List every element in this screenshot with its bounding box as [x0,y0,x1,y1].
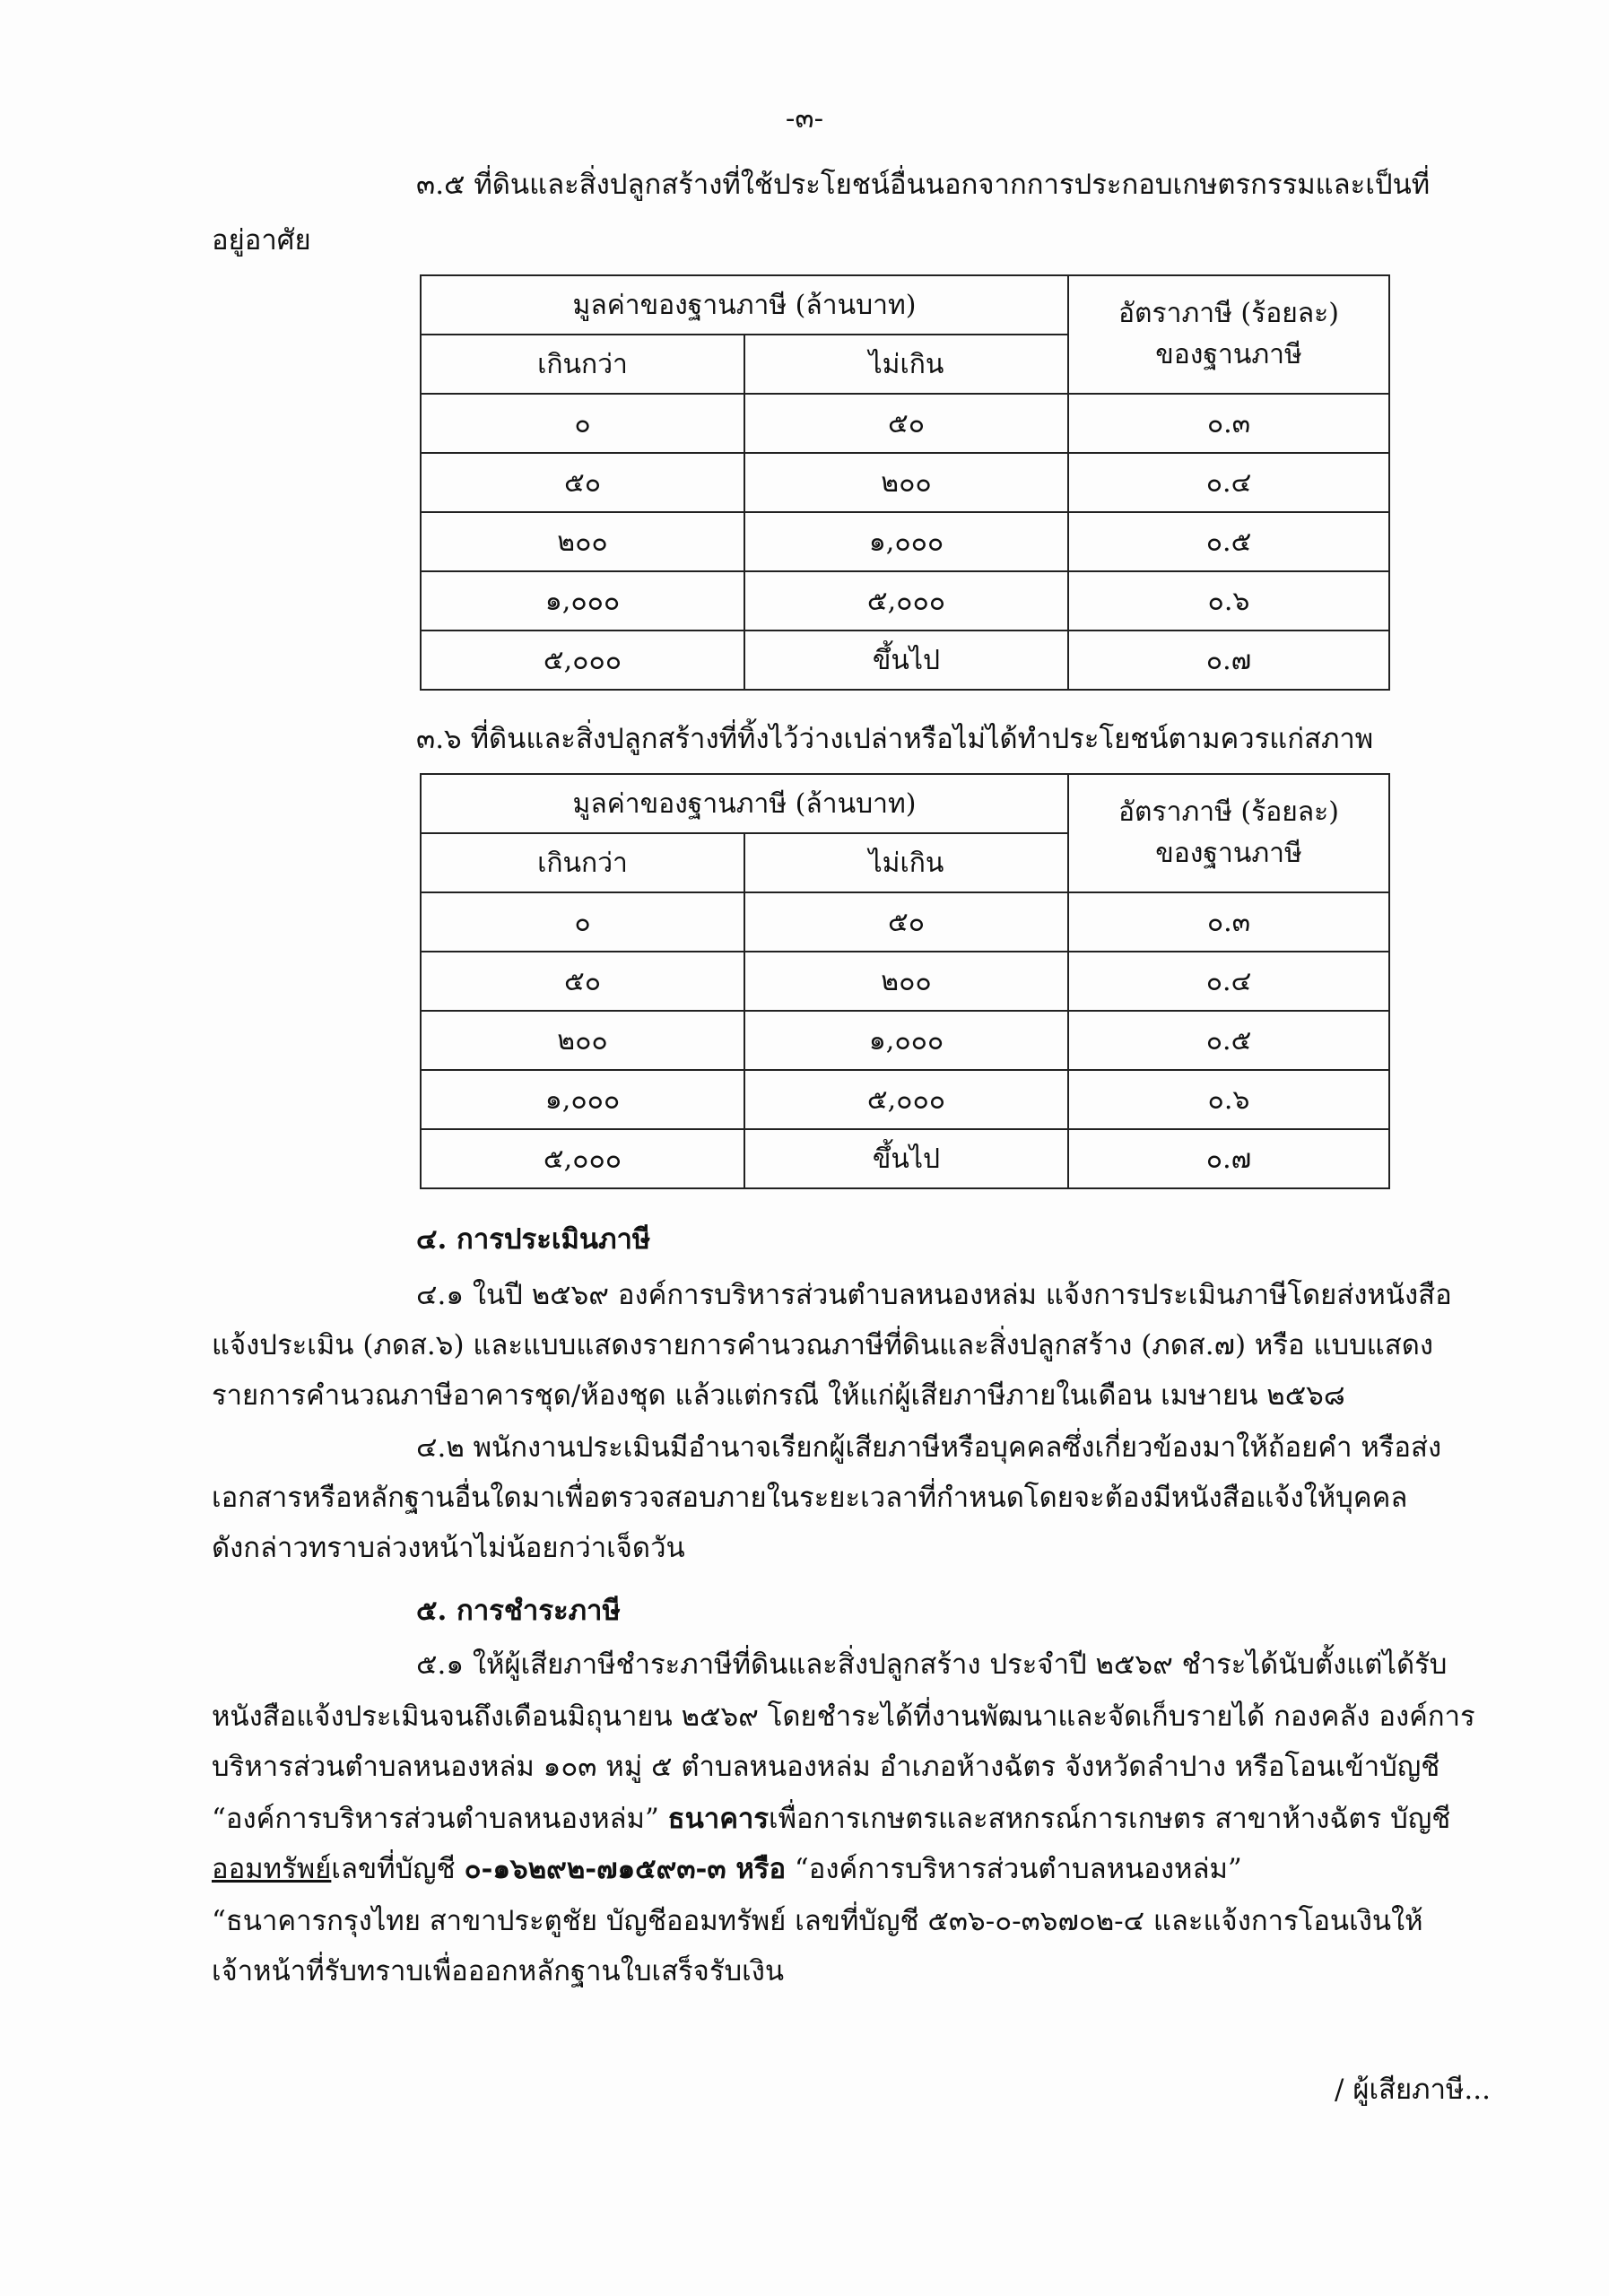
cell-not-over: ขึ้นไป [744,631,1068,690]
cell-not-over: ๑,๐๐๐ [744,1011,1068,1070]
bank-word: ธนาคาร [667,1803,769,1835]
cell-over: ๐ [421,892,744,952]
cell-rate: ๐.๓ [1068,892,1389,952]
table-row [421,892,1389,952]
cell-not-over: ๕,๐๐๐ [744,571,1068,631]
cell-over: ๕,๐๐๐ [421,1129,744,1188]
section-5-1-line2: หนังสือแจ้งประเมินจนถึงเดือนมิถุนายน ๒๕๖๙ โดยชำระได้ที่งานพัฒนาและจัดเก็บรายได้ กองคลัง องค์การ [212,1700,1475,1733]
header-over: เกินกว่า [421,335,744,394]
section-5-1-line4 [212,1801,1450,1837]
table-row [421,1011,1389,1070]
header-rate [1068,275,1389,394]
section-5-heading: ๕. การชำระภาษี [416,1595,621,1627]
account-no-label: เลขที่บัญชี [331,1853,465,1885]
cell-rate: ๐.๗ [1068,1129,1389,1188]
header-rate-line1: อัตราภาษี (ร้อยละ) [1118,297,1339,329]
cell-over: ๐ [421,394,744,453]
table-row [421,952,1389,1011]
section-4-2-line1: ๔.๒ พนักงานประเมินมีอำนาจเรียกผู้เสียภาษีหรือบุคคลซึ่งเกี่ยวข้องมาให้ถ้อยคำ หรือส่ง [416,1431,1442,1464]
table-row [421,1070,1389,1129]
cell-rate: ๐.๔ [1068,453,1389,512]
header-over: เกินกว่า [421,833,744,892]
cell-over: ๑,๐๐๐ [421,1070,744,1129]
header-not-over: ไม่เกิน [744,833,1068,892]
table-row [421,512,1389,571]
cell-not-over: ๒๐๐ [744,952,1068,1011]
account-number-1: ๐-๑๖๒๙๒-๗๑๕๙๓-๓ หรือ [464,1853,787,1885]
cell-rate: ๐.๗ [1068,631,1389,690]
cell-over: ๕๐ [421,453,744,512]
header-value-group: มูลค่าของฐานภาษี (ล้านบาท) [421,275,1068,335]
table-row [421,1129,1389,1188]
section-4-2-line2: เอกสารหรือหลักฐานอื่นใดมาเพื่อตรวจสอบภายในระยะเวลาที่กำหนดโดยจะต้องมีหนังสือแจ้งให้บุคคล [212,1482,1408,1514]
tax-rate-table-3-5 [420,274,1390,691]
section-3-5-title-cont: อยู่อาศัย [212,224,311,257]
section-4-1-line1: ๔.๑ ในปี ๒๕๖๙ องค์การบริหารส่วนตำบลหนองหล่ม แจ้งการประเมินภาษีโดยส่งหนังสือ [416,1279,1452,1311]
header-rate [1068,774,1389,892]
continuation-footer: / ผู้เสียภาษี... [1335,2074,1491,2106]
cell-not-over: ขึ้นไป [744,1129,1068,1188]
header-rate-line2: ของฐานภาษี [1155,838,1302,869]
cell-not-over: ๕,๐๐๐ [744,1070,1068,1129]
cell-rate: ๐.๕ [1068,1011,1389,1070]
section-4-1-line2: แจ้งประเมิน (ภดส.๖) และแบบแสดงรายการคำนวณภาษีที่ดินและสิ่งปลูกสร้าง (ภดส.๗) หรือ แบบแสดง [212,1329,1433,1361]
section-4-2-line3: ดังกล่าวทราบล่วงหน้าไม่น้อยกว่าเจ็ดวัน [212,1532,685,1564]
cell-over: ๑,๐๐๐ [421,571,744,631]
table-row [421,631,1389,690]
section-3-5-title: ๓.๕ ที่ดินและสิ่งปลูกสร้างที่ใช้ประโยชน์อื่นนอกจากการประกอบเกษตรกรรมและเป็นที่ [416,169,1431,201]
tax-rate-table-3-6 [420,773,1390,1189]
header-value-group: มูลค่าของฐานภาษี (ล้านบาท) [421,774,1068,833]
section-4-heading: ๔. การประเมินภาษี [416,1223,651,1256]
bank-detail-1: เพื่อการเกษตรและสหกรณ์การเกษตร สาขาห้างฉัตร บัญชี [769,1803,1451,1835]
savings-word: ออมทรัพย์ [212,1853,332,1885]
cell-over: ๕,๐๐๐ [421,631,744,690]
table-row [421,394,1389,453]
cell-over: ๒๐๐ [421,512,744,571]
page-number: -๓- [785,102,824,135]
header-not-over: ไม่เกิน [744,335,1068,394]
account-name-2: “องค์การบริหารส่วนตำบลหนองหล่ม” [786,1853,1242,1885]
table-row [421,453,1389,512]
section-4-1-line3: รายการคำนวณภาษีอาคารชุด/ห้องชุด แล้วแต่กรณี ให้แก่ผู้เสียภาษีภายในเดือน เมษายน ๒๕๖๘ [212,1379,1345,1412]
account-name-1: “องค์การบริหารส่วนตำบลหนองหล่ม” [212,1803,668,1835]
cell-not-over: ๑,๐๐๐ [744,512,1068,571]
cell-rate: ๐.๖ [1068,571,1389,631]
cell-rate: ๐.๓ [1068,394,1389,453]
table-row [421,571,1389,631]
cell-rate: ๐.๕ [1068,512,1389,571]
section-3-6-title: ๓.๖ ที่ดินและสิ่งปลูกสร้างที่ทิ้งไว้ว่างเปล่าหรือไม่ได้ทำประโยชน์ตามควรแก่สภาพ [416,723,1374,755]
section-5-1-line3: บริหารส่วนตำบลหนองหล่ม ๑๐๓ หมู่ ๕ ตำบลหนองหล่ม อำเภอห้างฉัตร จังหวัดลำปาง หรือโอนเข้าบัญชี [212,1751,1440,1783]
cell-not-over: ๕๐ [744,394,1068,453]
cell-not-over: ๕๐ [744,892,1068,952]
cell-rate: ๐.๖ [1068,1070,1389,1129]
cell-over: ๒๐๐ [421,1011,744,1070]
header-rate-line2: ของฐานภาษี [1155,339,1302,370]
section-5-1-line1: ๕.๑ ให้ผู้เสียภาษีชำระภาษีที่ดินและสิ่งปลูกสร้าง ประจำปี ๒๕๖๙ ชำระได้นับตั้งแต่ได้รับ [416,1648,1448,1681]
cell-rate: ๐.๔ [1068,952,1389,1011]
cell-over: ๕๐ [421,952,744,1011]
section-5-1-line7: เจ้าหน้าที่รับทราบเพื่อออกหลักฐานใบเสร็จรับเงิน [212,1955,785,1987]
header-rate-line1: อัตราภาษี (ร้อยละ) [1118,796,1339,828]
section-5-1-line5 [212,1851,1242,1887]
section-5-1-line6: “ธนาคารกรุงไทย สาขาประตูชัย บัญชีออมทรัพย์ เลขที่บัญชี ๕๓๖-๐-๓๖๗๐๒-๔ และแจ้งการโอนเงินให้ [212,1905,1423,1937]
cell-not-over: ๒๐๐ [744,453,1068,512]
